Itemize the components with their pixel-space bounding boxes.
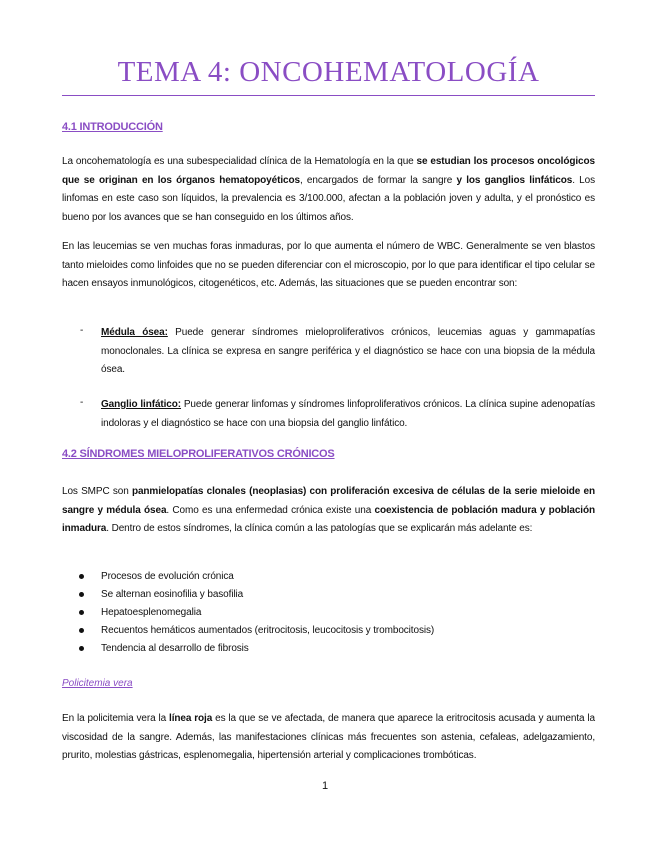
bullet-dot	[79, 646, 84, 651]
text-run: es la que se ve afectada, de manera que aparece la eritrocitosis acusada y aumenta la viscosidad de la sangre. Además, las manifestaciones clínicas más frecuentes son astenia, cefaleas, adelgazamiento, prurito, molestias gástricas, esplenomegalia, hipertensión arterial y complicaciones trombóticas.	[62, 713, 595, 761]
text-run: . Dentro de estos síndromes, la clínica común a las patologías que se explicarán más adelante es:	[106, 523, 533, 534]
bullet-dot	[79, 628, 84, 633]
intro-paragraph-1	[62, 153, 595, 227]
list-item-term: Ganglio linfático:	[101, 399, 182, 410]
text-run: . Como es una enfermedad crónica existe una	[166, 504, 375, 516]
bullet-item: Hepatoesplenomegalia	[101, 607, 202, 618]
section-heading-introduccion: 4.1 INTRODUCCIÓN	[62, 121, 163, 133]
smpc-paragraph-1	[62, 483, 595, 539]
title-divider	[62, 95, 595, 96]
text-run: En la policitemia vera la	[62, 713, 170, 724]
bullet-item: Se alternan eosinofilia y basofilia	[101, 589, 244, 600]
list-item-text: Puede generar síndromes mieloproliferativos crónicos, leucemias aguas y gammapatías monoclonales. La clínica se expresa en sangre periférica y el diagnóstico se hace con una biopsia de la médula ósea.	[101, 327, 595, 375]
list-item-term: Médula ósea:	[101, 327, 168, 338]
text-run: La oncohematología es una subespecialidad clínica de la Hematología en la que	[62, 156, 417, 167]
page-number: 1	[322, 780, 329, 792]
list-dash: -	[80, 325, 84, 336]
bold-text-run: y los ganglios linfáticos	[456, 174, 573, 186]
list-dash: -	[80, 397, 84, 408]
text-run: Los SMPC son	[62, 486, 132, 497]
section-heading-smpc: 4.2 SÍNDROMES MIELOPROLIFERATIVOS CRÓNICOS	[62, 448, 335, 460]
list-item-text: Puede generar linfomas y síndromes linfoproliferativos crónicos. La clínica supine adenopatías indoloras y el diagnóstico se hace con una biopsia del ganglio linfático.	[101, 399, 595, 429]
text-run: , encargados de formar la sangre	[299, 174, 457, 186]
subheading-policitemia-vera: Policitemia vera	[62, 678, 133, 689]
bullet-dot	[79, 574, 84, 579]
bold-text-run: coexistencia de población madura y población inmadura	[62, 504, 596, 534]
bullet-item: Recuentos hemáticos aumentados (eritrocitosis, leucocitosis y trombocitosis)	[101, 625, 435, 636]
bullet-item: Procesos de evolución crónica	[101, 571, 234, 582]
intro-paragraph-2: En las leucemias se ven muchas foras inmaduras, por lo que aumenta el número de WBC. Generalmente se ven blastos tanto mieloides como linfoides que no se pueden diferenciar con el microscopio, por lo que para identificar el tipo celular se hacen ensayos inmunológicos, citogenéticos, etc. Además, las situaciones que se pueden encontrar son:	[62, 241, 595, 289]
bold-text-run: línea roja	[169, 713, 213, 724]
bullet-item: Tendencia al desarrollo de fibrosis	[101, 643, 249, 654]
list-item-ganglio-linfatico	[101, 396, 595, 433]
bold-text-run: se estudian los procesos oncológicos que se originan en los órganos hematopoyéticos	[62, 156, 595, 186]
list-item-medula-osea	[101, 324, 595, 380]
text-run: . Los linfomas en este caso son líquidos, la prevalencia es 3/100.000, afectan a la población joven y adulta, y el pronóstico es bueno por los avances que se han conseguido en los últimos años.	[62, 174, 595, 223]
policitemia-paragraph	[62, 710, 595, 766]
bullet-dot	[79, 592, 84, 597]
bold-text-run: panmielopatías clonales (neoplasias) con proliferación excesiva de células de la serie mieloide en sangre y médula ósea	[62, 486, 595, 516]
bullet-dot	[79, 610, 84, 615]
page-title: TEMA 4: ONCOHEMATOLOGÍA	[117, 56, 540, 88]
